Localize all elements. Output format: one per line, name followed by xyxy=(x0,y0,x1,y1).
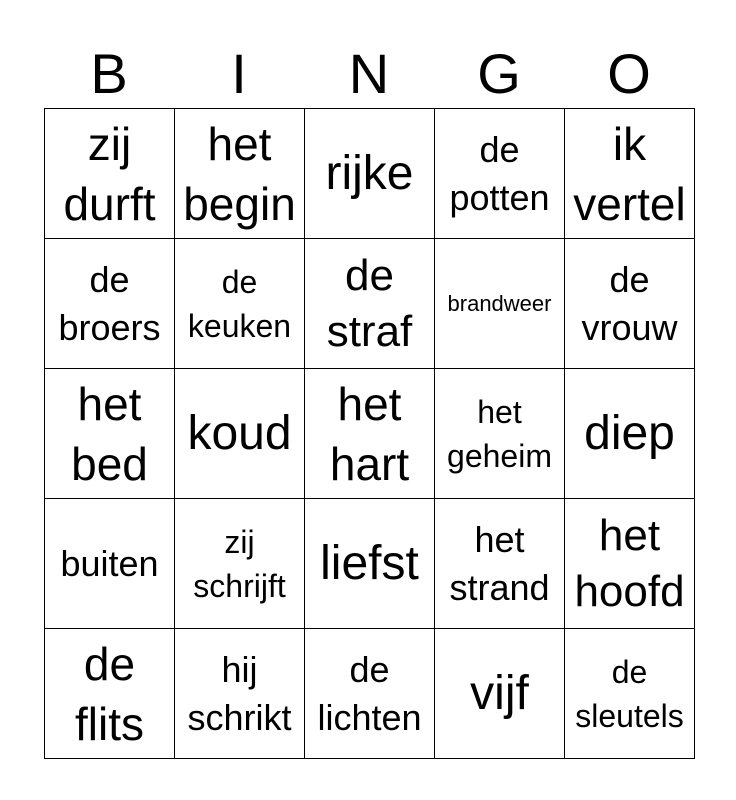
cell-text: de straf xyxy=(326,250,413,356)
bingo-cell[interactable] xyxy=(175,109,305,239)
bingo-cell[interactable] xyxy=(45,239,175,369)
bingo-cell[interactable] xyxy=(435,109,565,239)
header-letter-o: O xyxy=(607,42,651,105)
cell-text: de broers xyxy=(58,258,161,348)
bingo-cell[interactable] xyxy=(565,629,695,759)
header-letter-g: G xyxy=(477,42,521,105)
cell-text: zij durft xyxy=(63,117,156,230)
cell-text: het geheim xyxy=(447,393,552,474)
cell-text: zij schrijft xyxy=(193,523,286,604)
cell-text: ik vertel xyxy=(573,117,686,230)
cell-text: het hoofd xyxy=(574,510,685,616)
bingo-grid xyxy=(44,108,695,759)
cell-text: de vrouw xyxy=(581,258,678,348)
cell-text: diep xyxy=(584,406,675,460)
cell-text: liefst xyxy=(320,536,419,590)
cell-text: de lichten xyxy=(317,648,422,738)
cell-text: de keuken xyxy=(187,263,292,344)
bingo-cell[interactable] xyxy=(565,239,695,369)
bingo-cell[interactable] xyxy=(565,109,695,239)
bingo-cell[interactable] xyxy=(305,109,435,239)
cell-text: brandweer xyxy=(447,290,552,316)
cell-text: de potten xyxy=(449,128,550,218)
cell-text: het strand xyxy=(449,518,550,608)
bingo-header xyxy=(44,40,694,108)
cell-text: vijf xyxy=(470,666,529,720)
bingo-cell[interactable] xyxy=(305,629,435,759)
bingo-cell[interactable] xyxy=(305,369,435,499)
bingo-cell[interactable] xyxy=(175,629,305,759)
bingo-cell[interactable] xyxy=(45,109,175,239)
bingo-cell[interactable] xyxy=(435,499,565,629)
bingo-cell[interactable] xyxy=(565,499,695,629)
bingo-cell[interactable] xyxy=(45,499,175,629)
bingo-cell[interactable] xyxy=(305,499,435,629)
cell-text: het hart xyxy=(329,377,410,490)
bingo-cell[interactable] xyxy=(305,239,435,369)
header-letter-b: B xyxy=(90,42,128,105)
bingo-cell[interactable] xyxy=(435,239,565,369)
header-letter-i: I xyxy=(231,42,247,105)
bingo-cell[interactable] xyxy=(175,499,305,629)
cell-text: koud xyxy=(187,406,292,460)
cell-text: hij schrikt xyxy=(187,648,292,738)
cell-text: het bed xyxy=(71,377,148,490)
cell-text: rijke xyxy=(325,146,414,200)
bingo-cell[interactable] xyxy=(45,369,175,499)
bingo-cell[interactable] xyxy=(45,629,175,759)
cell-text: buiten xyxy=(60,542,159,584)
cell-text: het begin xyxy=(183,117,296,230)
bingo-cell[interactable] xyxy=(565,369,695,499)
bingo-cell[interactable] xyxy=(435,629,565,759)
bingo-cell[interactable] xyxy=(175,369,305,499)
header-letter-n: N xyxy=(348,42,390,105)
cell-text: de sleutels xyxy=(575,653,684,734)
cell-text: de flits xyxy=(75,637,144,750)
bingo-cell[interactable] xyxy=(435,369,565,499)
bingo-cell[interactable] xyxy=(175,239,305,369)
